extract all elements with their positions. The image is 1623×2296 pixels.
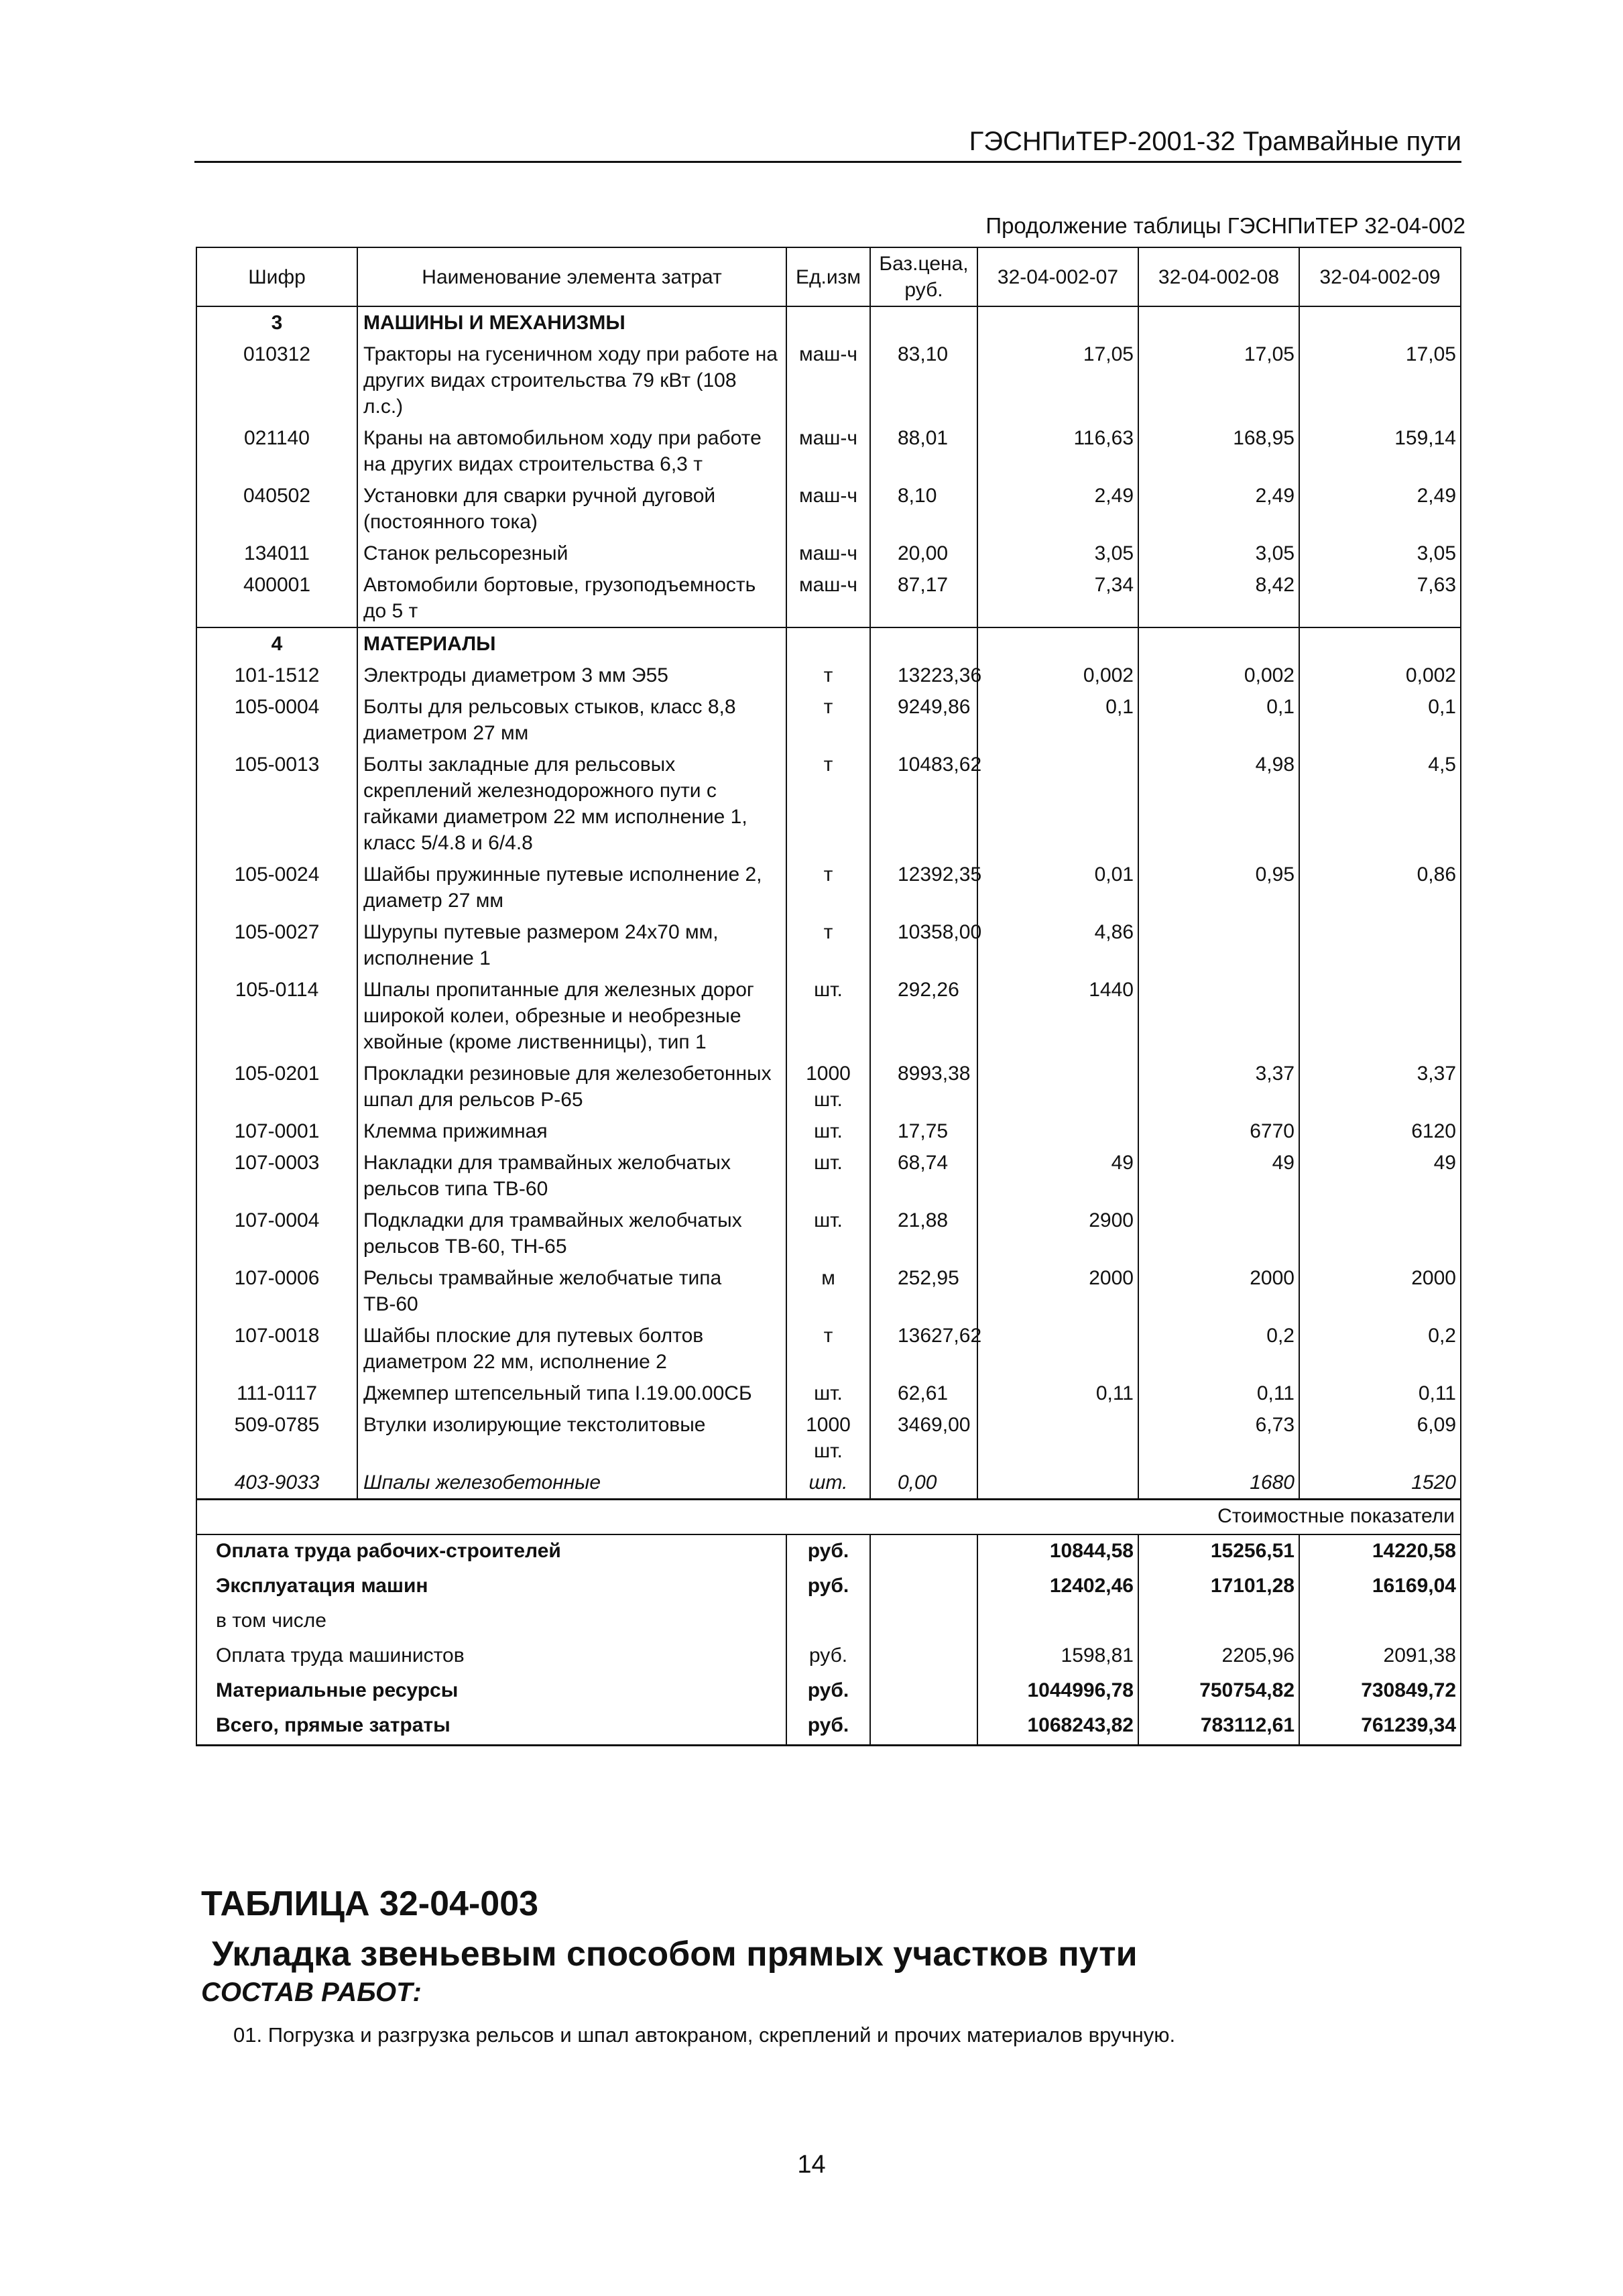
value-07: 2,49 (977, 480, 1138, 538)
summary-08: 750754,82 (1138, 1675, 1299, 1709)
resource-price: 20,00 (870, 538, 977, 569)
resource-code: 107-0006 (196, 1262, 357, 1320)
summary-row (196, 1640, 1461, 1675)
resource-unit: маш-ч (786, 569, 870, 627)
resource-name: Станок рельсорезный (357, 538, 786, 569)
table-body (196, 306, 1461, 1746)
col-header-09: 32-04-002-09 (1299, 247, 1461, 306)
empty-cell (1299, 306, 1461, 339)
value-09 (1299, 974, 1461, 1058)
resource-name: Шпалы железобетонные (357, 1467, 786, 1500)
value-07: 2900 (977, 1205, 1138, 1262)
table-row (196, 1147, 1461, 1205)
resource-name: Тракторы на гусеничном ходу при работе на других видах строительства 79 кВт (108 л.с.) (357, 339, 786, 422)
resource-price: 83,10 (870, 339, 977, 422)
value-07: 4,86 (977, 916, 1138, 974)
value-07: 0,002 (977, 660, 1138, 691)
resource-name: Болты для рельсовых стыков, класс 8,8 диаметром 27 мм (357, 691, 786, 749)
resource-unit: шт. (786, 1378, 870, 1409)
section-row (196, 306, 1461, 339)
col-header-08: 32-04-002-08 (1138, 247, 1299, 306)
resource-code: 400001 (196, 569, 357, 627)
resource-code: 105-0013 (196, 749, 357, 859)
resource-price: 3469,00 (870, 1409, 977, 1467)
summary-unit: руб. (786, 1640, 870, 1675)
resource-unit: маш-ч (786, 339, 870, 422)
resource-price: 252,95 (870, 1262, 977, 1320)
resource-price: 13627,62 (870, 1320, 977, 1378)
summary-label: Материальные ресурсы (196, 1675, 786, 1709)
summary-09: 730849,72 (1299, 1675, 1461, 1709)
col-header-unit: Ед.изм (786, 247, 870, 306)
value-08: 8,42 (1138, 569, 1299, 627)
table-row (196, 859, 1461, 916)
value-08: 6770 (1138, 1115, 1299, 1147)
summary-07 (977, 1605, 1138, 1640)
value-09: 0,86 (1299, 859, 1461, 916)
work-item: 01. Погрузка и разгрузка рельсов и шпал автокраном, скреплений и прочих материалов вручную. (233, 2023, 1176, 2047)
summary-09: 761239,34 (1299, 1709, 1461, 1746)
value-08: 49 (1138, 1147, 1299, 1205)
summary-09: 2091,38 (1299, 1640, 1461, 1675)
value-07 (977, 1058, 1138, 1115)
summary-label: Оплата труда машинистов (196, 1640, 786, 1675)
value-09: 49 (1299, 1147, 1461, 1205)
empty-cell (870, 627, 977, 660)
resource-name: Подкладки для трамвайных желобчатых рельсов ТВ-60, ТН-65 (357, 1205, 786, 1262)
section-code: 4 (196, 627, 357, 660)
value-07: 0,01 (977, 859, 1138, 916)
resource-code: 021140 (196, 422, 357, 480)
next-table-title: ТАБЛИЦА 32-04-003 (201, 1884, 539, 1923)
section-title: МАТЕРИАЛЫ (357, 627, 786, 660)
summary-08: 17101,28 (1138, 1570, 1299, 1605)
resource-price: 62,61 (870, 1378, 977, 1409)
resource-name: Электроды диаметром 3 мм Э55 (357, 660, 786, 691)
summary-unit: руб. (786, 1709, 870, 1746)
resource-price: 17,75 (870, 1115, 977, 1147)
empty-cell (870, 1570, 977, 1605)
resource-code: 107-0001 (196, 1115, 357, 1147)
summary-08: 2205,96 (1138, 1640, 1299, 1675)
value-08: 0,11 (1138, 1378, 1299, 1409)
table-row (196, 480, 1461, 538)
table-row (196, 1115, 1461, 1147)
table-header (196, 247, 1461, 306)
resource-unit: шт. (786, 1467, 870, 1500)
resource-price: 0,00 (870, 1467, 977, 1500)
table-row (196, 1262, 1461, 1320)
resource-name: Клемма прижимная (357, 1115, 786, 1147)
value-09: 3,05 (1299, 538, 1461, 569)
value-09: 4,5 (1299, 749, 1461, 859)
table-row (196, 422, 1461, 480)
resource-price: 8993,38 (870, 1058, 977, 1115)
resource-unit: маш-ч (786, 480, 870, 538)
resource-name: Шурупы путевые размером 24x70 мм, исполнение 1 (357, 916, 786, 974)
value-08 (1138, 916, 1299, 974)
empty-cell (870, 1640, 977, 1675)
resource-code: 107-0004 (196, 1205, 357, 1262)
resource-code: 107-0003 (196, 1147, 357, 1205)
summary-08: 15256,51 (1138, 1534, 1299, 1570)
value-07: 2000 (977, 1262, 1138, 1320)
table-row (196, 749, 1461, 859)
value-09: 0,1 (1299, 691, 1461, 749)
value-08: 3,37 (1138, 1058, 1299, 1115)
resource-unit: т (786, 916, 870, 974)
resource-name: Прокладки резиновые для железобетонных шпал для рельсов Р-65 (357, 1058, 786, 1115)
value-09: 6120 (1299, 1115, 1461, 1147)
resource-unit: шт. (786, 1115, 870, 1147)
summary-07: 12402,46 (977, 1570, 1138, 1605)
value-08: 0,2 (1138, 1320, 1299, 1378)
resource-name: Краны на автомобильном ходу при работе на других видах строительства 6,3 т (357, 422, 786, 480)
resource-name: Втулки изолирующие текстолитовые (357, 1409, 786, 1467)
summary-row (196, 1605, 1461, 1640)
table-row (196, 1320, 1461, 1378)
resource-code: 403-9033 (196, 1467, 357, 1500)
value-07: 17,05 (977, 339, 1138, 422)
section-row (196, 627, 1461, 660)
summary-07: 1598,81 (977, 1640, 1138, 1675)
value-09: 6,09 (1299, 1409, 1461, 1467)
resource-unit: маш-ч (786, 422, 870, 480)
value-08: 0,95 (1138, 859, 1299, 916)
resource-table (196, 247, 1461, 1746)
empty-cell (977, 627, 1138, 660)
value-08 (1138, 974, 1299, 1058)
col-header-name: Наименование элемента затрат (357, 247, 786, 306)
empty-cell (870, 1675, 977, 1709)
summary-07: 1044996,78 (977, 1675, 1138, 1709)
summary-label: Эксплуатация машин (196, 1570, 786, 1605)
summary-08 (1138, 1605, 1299, 1640)
value-08: 2000 (1138, 1262, 1299, 1320)
resource-name: Установки для сварки ручной дуговой (постоянного тока) (357, 480, 786, 538)
table-row (196, 339, 1461, 422)
empty-cell (786, 627, 870, 660)
resource-name: Автомобили бортовые, грузоподъемность до 5 т (357, 569, 786, 627)
resource-unit: т (786, 749, 870, 859)
resource-unit: 1000 шт. (786, 1409, 870, 1467)
summary-09: 16169,04 (1299, 1570, 1461, 1605)
value-08 (1138, 1205, 1299, 1262)
header-title: ГЭСНПиТЕР-2001-32 Трамвайные пути (969, 127, 1461, 156)
resource-unit: т (786, 1320, 870, 1378)
value-09: 3,37 (1299, 1058, 1461, 1115)
resource-price: 12392,35 (870, 859, 977, 916)
resource-code: 101-1512 (196, 660, 357, 691)
resource-code: 010312 (196, 339, 357, 422)
table-row (196, 691, 1461, 749)
summary-label: Оплата труда рабочих-строителей (196, 1534, 786, 1570)
col-header-code: Шифр (196, 247, 357, 306)
empty-cell (870, 1709, 977, 1746)
resource-name: Шайбы пружинные путевые исполнение 2, диаметр 27 мм (357, 859, 786, 916)
section-title: МАШИНЫ И МЕХАНИЗМЫ (357, 306, 786, 339)
summary-unit: руб. (786, 1570, 870, 1605)
value-07: 3,05 (977, 538, 1138, 569)
value-08: 6,73 (1138, 1409, 1299, 1467)
value-09: 0,2 (1299, 1320, 1461, 1378)
value-09: 159,14 (1299, 422, 1461, 480)
value-07: 49 (977, 1147, 1138, 1205)
value-08: 4,98 (1138, 749, 1299, 859)
value-08: 3,05 (1138, 538, 1299, 569)
value-07: 116,63 (977, 422, 1138, 480)
resource-code: 105-0201 (196, 1058, 357, 1115)
resource-unit: т (786, 660, 870, 691)
resource-name: Болты закладные для рельсовых скреплений железнодорожного пути с гайками диаметром 22 мм исполнение 1, класс 5/4.8 и 6/4.8 (357, 749, 786, 859)
summary-07: 10844,58 (977, 1534, 1138, 1570)
resource-unit: 1000 шт. (786, 1058, 870, 1115)
value-09: 2,49 (1299, 480, 1461, 538)
value-09 (1299, 1205, 1461, 1262)
summary-row (196, 1534, 1461, 1570)
resource-unit: т (786, 691, 870, 749)
resource-code: 111-0117 (196, 1378, 357, 1409)
value-07 (977, 1320, 1138, 1378)
resource-price: 68,74 (870, 1147, 977, 1205)
page-number: 14 (797, 2151, 826, 2179)
table-row (196, 916, 1461, 974)
empty-cell (1138, 306, 1299, 339)
value-07: 7,34 (977, 569, 1138, 627)
summary-unit (786, 1605, 870, 1640)
resource-unit: шт. (786, 1147, 870, 1205)
next-table-subtitle: Укладка звеньевым способом прямых участков пути (212, 1935, 1138, 1974)
value-09: 0,002 (1299, 660, 1461, 691)
empty-cell (977, 306, 1138, 339)
resource-name: Накладки для трамвайных желобчатых рельсов типа ТВ-60 (357, 1147, 786, 1205)
value-09 (1299, 916, 1461, 974)
resource-name: Джемпер штепсельный типа I.19.00.00СБ (357, 1378, 786, 1409)
resource-code: 509-0785 (196, 1409, 357, 1467)
value-07 (977, 1409, 1138, 1467)
table-row (196, 569, 1461, 627)
summary-07: 1068243,82 (977, 1709, 1138, 1746)
resource-code: 105-0004 (196, 691, 357, 749)
cost-header-row (196, 1500, 1461, 1535)
empty-cell (870, 1534, 977, 1570)
work-heading: СОСТАВ РАБОТ: (201, 1978, 422, 2007)
summary-row (196, 1570, 1461, 1605)
summary-09 (1299, 1605, 1461, 1640)
resource-code: 040502 (196, 480, 357, 538)
value-07: 0,1 (977, 691, 1138, 749)
value-09: 7,63 (1299, 569, 1461, 627)
empty-cell (870, 1605, 977, 1640)
summary-08: 783112,61 (1138, 1709, 1299, 1746)
value-09: 17,05 (1299, 339, 1461, 422)
resource-price: 8,10 (870, 480, 977, 538)
resource-unit: шт. (786, 974, 870, 1058)
value-07: 0,11 (977, 1378, 1138, 1409)
section-code: 3 (196, 306, 357, 339)
table-row (196, 538, 1461, 569)
resource-code: 107-0018 (196, 1320, 357, 1378)
summary-unit: руб. (786, 1675, 870, 1709)
value-09: 1520 (1299, 1467, 1461, 1500)
resource-unit: т (786, 859, 870, 916)
value-07 (977, 749, 1138, 859)
resource-price: 9249,86 (870, 691, 977, 749)
summary-label: Всего, прямые затраты (196, 1709, 786, 1746)
value-07 (977, 1467, 1138, 1500)
resource-code: 105-0027 (196, 916, 357, 974)
resource-name: Шайбы плоские для путевых болтов диаметром 22 мм, исполнение 2 (357, 1320, 786, 1378)
resource-price: 292,26 (870, 974, 977, 1058)
value-08: 0,1 (1138, 691, 1299, 749)
resource-price: 10483,62 (870, 749, 977, 859)
value-08: 0,002 (1138, 660, 1299, 691)
resource-unit: маш-ч (786, 538, 870, 569)
resource-code: 134011 (196, 538, 357, 569)
summary-09: 14220,58 (1299, 1534, 1461, 1570)
resource-price: 10358,00 (870, 916, 977, 974)
table-row (196, 1058, 1461, 1115)
page-header (194, 121, 1461, 163)
empty-cell (786, 306, 870, 339)
table-continuation-label: Продолжение таблицы ГЭСНПиТЕР 32-04-002 (985, 213, 1465, 238)
value-07 (977, 1115, 1138, 1147)
resource-price: 13223,36 (870, 660, 977, 691)
table-row (196, 1467, 1461, 1500)
summary-label: в том числе (196, 1605, 786, 1640)
col-header-07: 32-04-002-07 (977, 247, 1138, 306)
empty-cell (1138, 627, 1299, 660)
table-row (196, 1205, 1461, 1262)
cost-header: Стоимостные показатели (196, 1500, 1461, 1535)
table-row (196, 1378, 1461, 1409)
resource-code: 105-0024 (196, 859, 357, 916)
resource-name: Рельсы трамвайные желобчатые типа ТВ-60 (357, 1262, 786, 1320)
value-08: 1680 (1138, 1467, 1299, 1500)
col-header-price: Баз.цена, руб. (870, 247, 977, 306)
table-row (196, 660, 1461, 691)
value-09: 0,11 (1299, 1378, 1461, 1409)
summary-row (196, 1709, 1461, 1746)
resource-price: 87,17 (870, 569, 977, 627)
value-09: 2000 (1299, 1262, 1461, 1320)
summary-row (196, 1675, 1461, 1709)
table-row (196, 974, 1461, 1058)
value-08: 17,05 (1138, 339, 1299, 422)
resource-price: 21,88 (870, 1205, 977, 1262)
value-08: 2,49 (1138, 480, 1299, 538)
resource-code: 105-0114 (196, 974, 357, 1058)
resource-unit: шт. (786, 1205, 870, 1262)
resource-unit: м (786, 1262, 870, 1320)
table-row (196, 1409, 1461, 1467)
resource-name: Шпалы пропитанные для железных дорог широкой колеи, обрезные и необрезные хвойные (кроме лиственницы), тип 1 (357, 974, 786, 1058)
summary-unit: руб. (786, 1534, 870, 1570)
empty-cell (870, 306, 977, 339)
empty-cell (1299, 627, 1461, 660)
resource-price: 88,01 (870, 422, 977, 480)
value-07: 1440 (977, 974, 1138, 1058)
value-08: 168,95 (1138, 422, 1299, 480)
